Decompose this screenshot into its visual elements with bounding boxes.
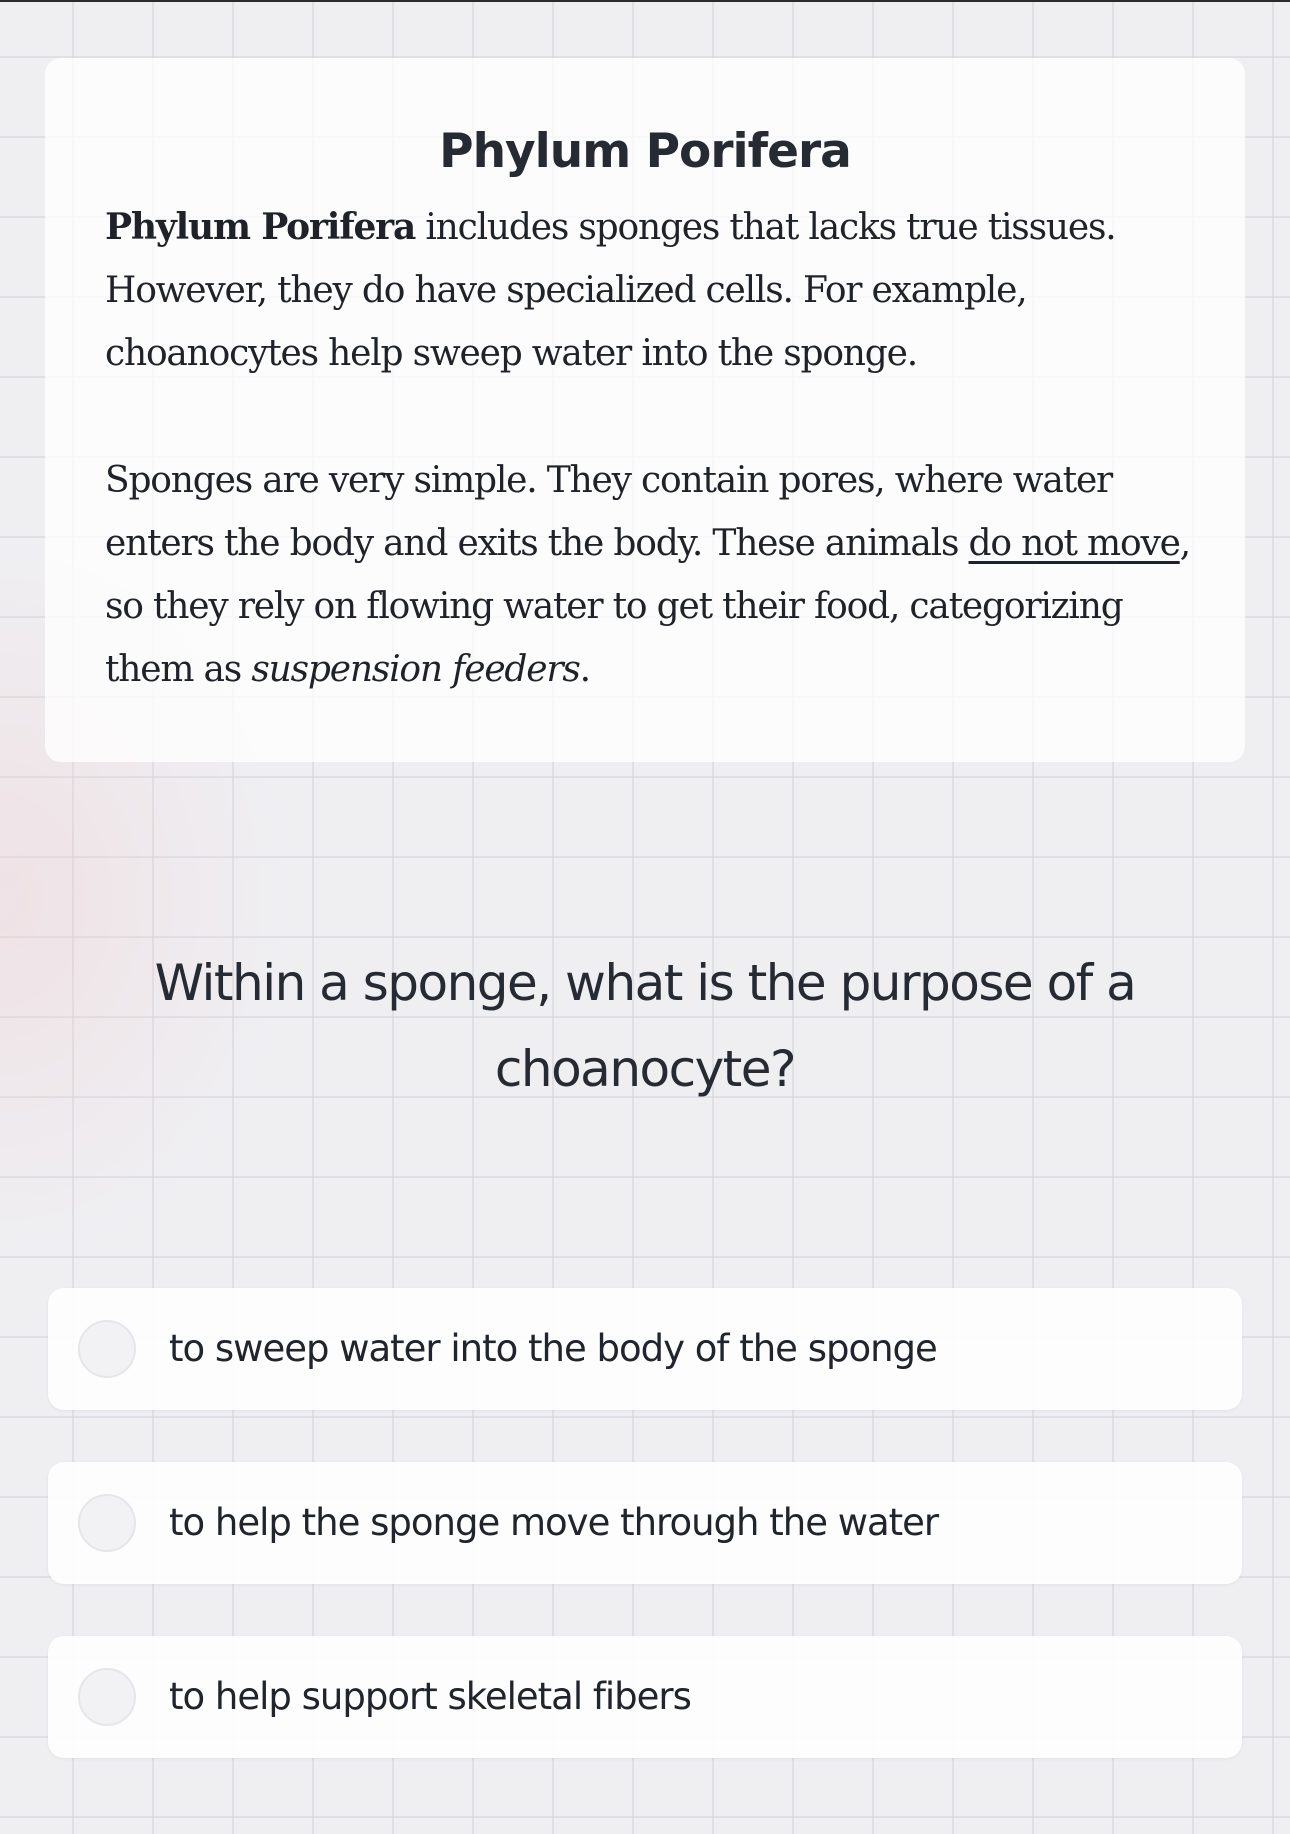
passage-italic-term: suspension feeders <box>251 649 580 690</box>
passage-bold-term: Phylum Porifera <box>105 206 416 248</box>
top-divider <box>0 0 1290 2</box>
radio-circle-icon[interactable] <box>78 1494 136 1552</box>
passage-p2-end: . <box>579 649 590 690</box>
passage-paragraph-2 <box>105 449 1215 701</box>
passage-title: Phylum Porifera <box>439 124 851 179</box>
passage-card <box>45 58 1245 762</box>
passage-text <box>105 196 1215 701</box>
answer-option-label: to help the sponge move through the water <box>169 1501 939 1544</box>
answer-option-3[interactable] <box>48 1636 1242 1758</box>
passage-underlined-phrase: do not move <box>968 523 1180 564</box>
answer-option-label: to help support skeletal fibers <box>169 1675 691 1718</box>
passage-p1-rest: includes sponges that lacks true tissues. However, they do have specialized cells. For example, choanocytes help sweep water into the sponge. <box>105 207 1116 374</box>
radio-circle-icon[interactable] <box>78 1668 136 1726</box>
question-text: Within a sponge, what is the purpose of a choanocyte? <box>154 954 1136 1098</box>
answer-option-label: to sweep water into the body of the sponge <box>169 1327 937 1370</box>
passage-paragraph-1 <box>105 196 1215 385</box>
radio-circle-icon[interactable] <box>78 1320 136 1378</box>
answer-option-1[interactable] <box>48 1288 1242 1410</box>
answer-option-2[interactable] <box>48 1462 1242 1584</box>
passage-p2-start: Sponges are very simple. They contain pores, where water enters the body and exits the body. These animals <box>105 460 1113 564</box>
passage-p2-mid: , so they rely on flowing water to get their food, categorizing them as <box>105 523 1190 690</box>
